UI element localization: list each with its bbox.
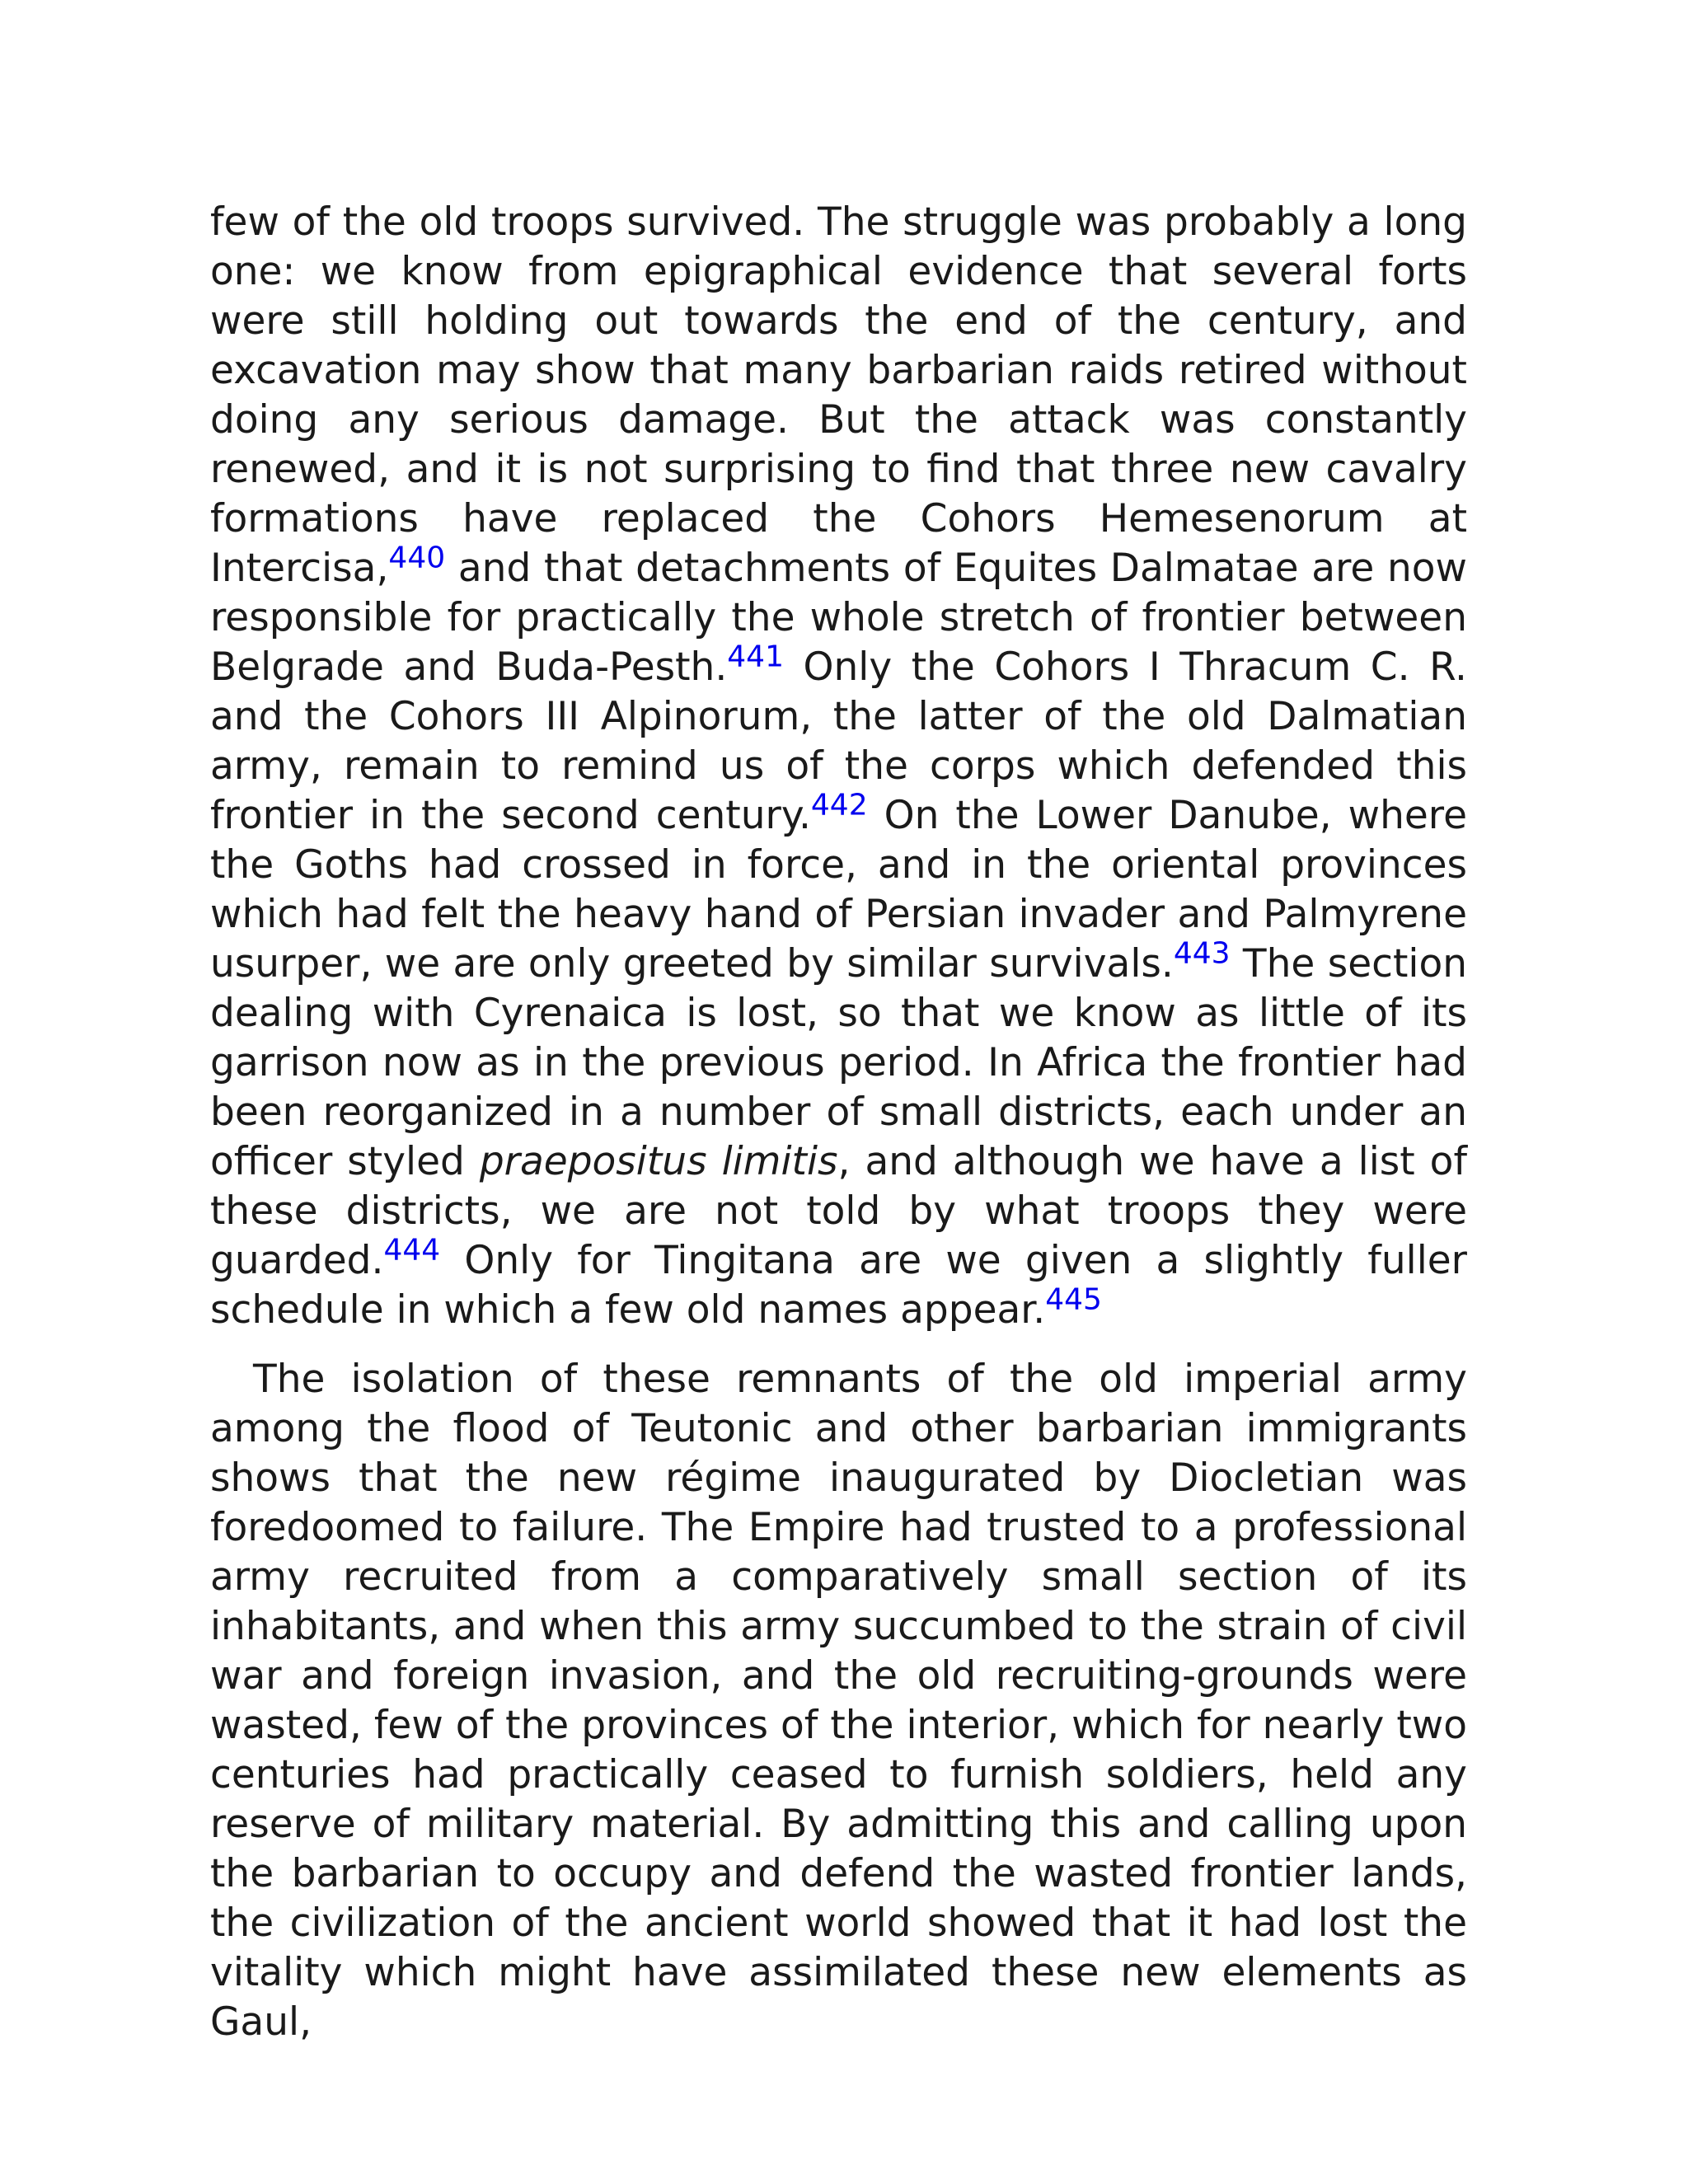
footnote-link-444[interactable]: 444: [383, 1233, 441, 1268]
paragraph-2: [210, 1355, 1467, 2047]
paragraph-text: Only the Cohors I Thracum C. R. and the Cohors III Alpinorum, the latter of the old Dalmatian army, remain to remind us of the corps which defended this frontier in the second century.: [210, 644, 1467, 838]
paragraph-text: few of the old troops survived. The struggle was probably a long one: we know from epigraphical evidence that several forts were still holding out towards the end of the century, and excavation may show that many barbarian raids retired without doing any serious damage. But the attack was constantly renewed, and it is not surprising to find that three new cavalry formations have replaced the Cohors Hemesenorum at Intercisa,: [210, 199, 1467, 591]
page-body: [210, 198, 1467, 2047]
paragraph-text: and that detachments of Equites Dalmatae are now responsible for practically the whole stretch of frontier between Belgrade and Buda-Pesth.: [210, 546, 1467, 690]
footnote-link-441[interactable]: 441: [727, 640, 784, 674]
footnote-link-443[interactable]: 443: [1173, 936, 1231, 971]
paragraph-text: Only for Tingitana are we given a slightly fuller schedule in which a few old names appear.: [210, 1238, 1467, 1333]
footnote-link-442[interactable]: 442: [810, 788, 868, 823]
paragraph-text: On the Lower Danube, where the Goths had crossed in force, and in the oriental provinces which had felt the heavy hand of Persian invader and Palmyrene usurper, we are only greeted by similar survivals.: [210, 793, 1467, 987]
paragraph-text: The section dealing with Cyrenaica is lost, so that we know as little of its garrison now as in the previous period. In Africa the frontier had been reorganized in a number of small districts, each under an officer styled: [210, 941, 1467, 1184]
paragraph-text: , and although we have a list of these districts, we are not told by what troops they were guarded.: [210, 1139, 1467, 1283]
footnote-link-440[interactable]: 440: [388, 541, 446, 575]
paragraph-1: [210, 198, 1467, 1335]
footnote-link-445[interactable]: 445: [1045, 1282, 1102, 1317]
italic-term: praepositus limitis: [479, 1139, 838, 1184]
paragraph-text: The isolation of these remnants of the old imperial army among the flood of Teutonic and other barbarian immigrants shows that the new régime inaugurated by Diocletian was foredoomed to failure. The Empire had trusted to a professional army recruited from a comparatively small section of its inhabitants, and when this army succumbed to the strain of civil war and foreign invasion, and the old recruiting-grounds were wasted, few of the provinces of the interior, which for nearly two centuries had practically ceased to furnish soldiers, held any reserve of military material. By admitting this and calling upon the barbarian to occupy and defend the wasted frontier lands, the civilization of the ancient world showed that it had lost the vitality which might have assimilated these new elements as Gaul,: [210, 1357, 1467, 2045]
